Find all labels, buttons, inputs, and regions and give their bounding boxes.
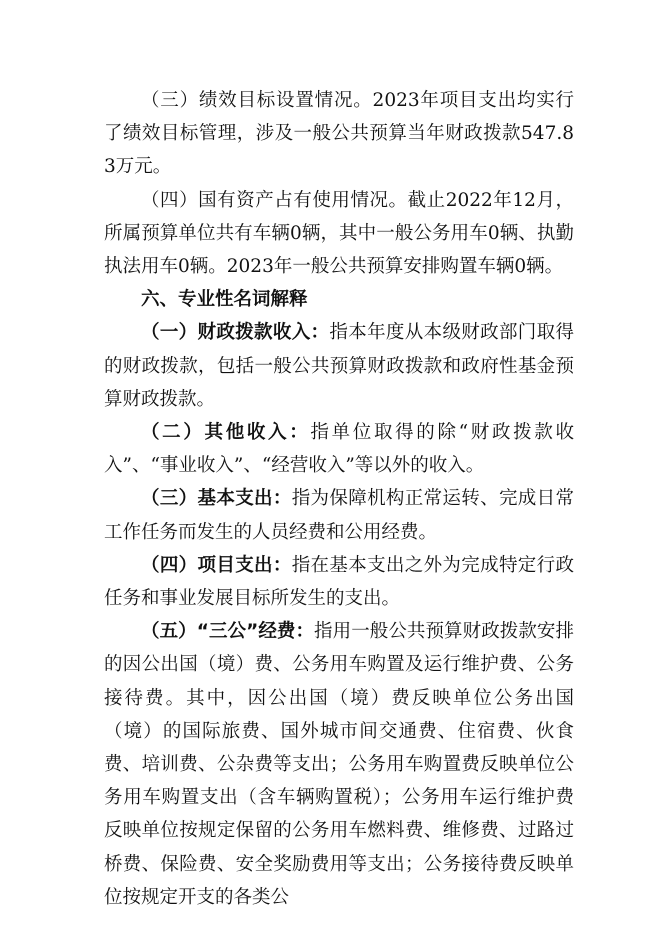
paragraph-basic-expenditure [104,482,574,548]
term-definition: 指在基本支出之外为完成特定行政任务和事业发展目标所发生的支出。 [104,554,574,610]
paragraph-label: （三）绩效目标设置情况。 [141,90,373,111]
term-definition: 指本年度从本级财政部门取得的财政拨款，包括一般公共预算财政拨款和政府性基金预算财政拨款。 [104,322,574,410]
paragraph-performance-targets [104,84,574,184]
paragraph-state-assets [104,184,574,284]
term-label: （四）项目支出： [141,554,292,576]
term-label: （三）基本支出： [141,488,292,510]
term-definition: 指单位取得的除“财政拨款收入”、“事业收入”、“经营收入”等以外的收入。 [104,422,574,477]
paragraph-fiscal-appropriation [104,316,574,416]
term-label: （二）其他收入： [141,422,311,444]
paragraph-text: 2023年项目支出均实行了绩效目标管理，涉及一般公共预算当年财政拨款547.83万元。 [104,90,574,178]
term-label: （一）财政拨款收入： [141,322,330,344]
paragraph-three-public-expenses [104,615,574,914]
paragraph-other-income [104,416,574,482]
paragraph-project-expenditure [104,549,574,615]
term-definition: 指用一般公共预算财政拨款安排的因公出国（境）费、公务用车购置及运行维护费、公务接待费。其中，因公出国（境）费反映单位公务出国（境）的国际旅费、国外城市间交通费、住宿费、伙食费、培训费、公杂费等支出；公务用车购置费反映单位公务用车购置支出（含车辆购置税）；公务用车运行维护费反映单位按规定保留的公务用车燃料费、维修费、过路过桥费、保险费、安全奖励费用等支出；公务接待费反映单位按规定开支的各类公 [104,621,574,908]
paragraph-text: 截止2022年12月，所属预算单位共有车辆0辆，其中一般公务用车0辆、执勤执法用车0辆。2023年一般公共预算安排购置车辆0辆。 [104,189,574,278]
term-label: （五）“三公”经费： [141,621,315,643]
section-heading: 六、专业性名词解释 [141,289,308,311]
paragraph-label: （四）国有资产占有使用情况。 [141,189,408,211]
term-definition: 指为保障机构正常运转、完成日常工作任务而发生的人员经费和公用经费。 [104,488,574,543]
